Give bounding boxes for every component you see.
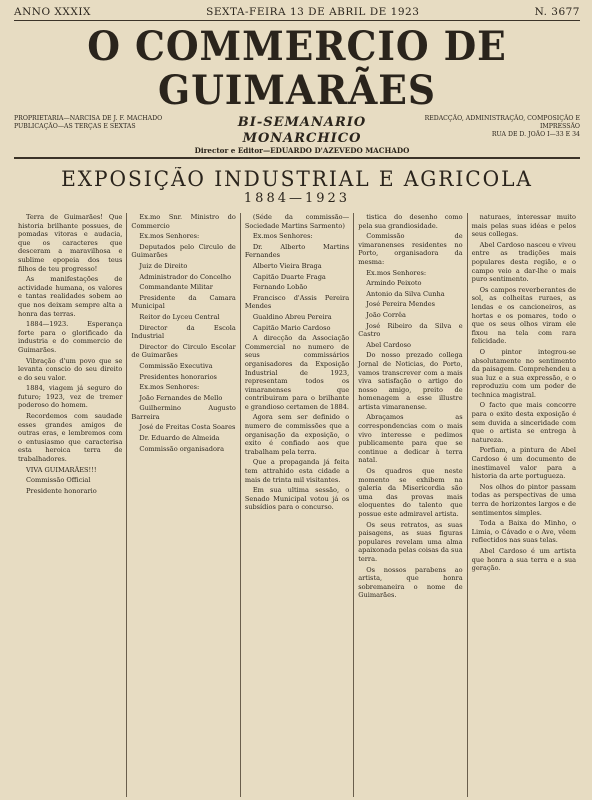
paragraph: Ex.mo Snr. Ministro do Commercio [131, 213, 236, 230]
paragraph: Em sua ultima sessão, o Senado Municipal votou já os subsídios para o concurso. [244, 486, 350, 512]
paragraph: Director da Escola Industrial [131, 323, 236, 341]
column-4 [353, 213, 466, 797]
paragraph: Abel Cardoso [366, 340, 411, 349]
paragraph: José Ribeiro da Silva e Castro [358, 321, 463, 339]
paragraph: José de Freitas Costa Soares [139, 423, 236, 432]
paragraph: Agora sem ser definido o numero de commissões que a organisação da exposição, o exito é confiado aos que trabalham pela terra. [244, 413, 350, 456]
paragraph: Presidente da Camara Municipal [131, 293, 236, 311]
paragraph: João Corrêa [366, 310, 406, 319]
paragraph: Os nossos parabens ao artista, que honra sobremaneira o nome de Guimarães. [358, 565, 463, 600]
column-3 [240, 213, 353, 797]
paragraph: Abel Cardoso é um artista que honra a sua terra e a sua geração. [471, 546, 577, 573]
paragraph: Guilhermino Augusto Barreira [131, 404, 236, 421]
paragraph: Dr. Eduardo de Almeida [139, 434, 220, 443]
masthead-title: O COMMERCIO DE GUIMARÃES [87, 23, 507, 114]
paragraph: Dr. Alberto Martins Fernandes [244, 242, 350, 260]
header-topline [14, 6, 580, 18]
owner-line: PROPRIETARIA—NARCISA DE J. F. MACHADO [14, 115, 163, 122]
paragraph: A direcção da Associação Commercial no numero de seus commissários organisadores da Exposição Industrial de 1923, representam todos os vimaranenses que contribuiram para o brilhante e grandioso certamen de 1884. [244, 334, 350, 411]
article-columns [14, 213, 580, 797]
paragraph: O pintor integrou-se absolutamente no sentimento da paisagem. Comprehendeu a sua luz e a sua expressão, e o reproduziu com um poder de technica magistral. [471, 347, 577, 399]
paragraph: Os quadros que neste momento se exhibem na galeria da Misericordia são uma das provas mais eloquentes do talento que possue este admiravel artista. [358, 467, 463, 518]
paragraph: Ex.mos Senhores: [139, 383, 200, 392]
paragraph: Vibração d'um povo que se levanta conscio do seu direito e do seu valor. [18, 356, 123, 382]
paragraph: Ex.mos Senhores: [252, 232, 313, 241]
paragraph: Director do Circulo Escolar de Guimarães [131, 342, 236, 360]
paragraph: tistica do desenho como pela sua grandiosidade. [358, 213, 463, 230]
article-title: EXPOSIÇÃO INDUSTRIAL E AGRICOLA [61, 167, 533, 191]
paragraph: Abel Cardoso nasceu e viveu entre as tradições mais populares desta região, e o campo veio a dar-lhe o mais puro sentimento. [471, 240, 577, 284]
paragraph: Commissão Official [26, 476, 91, 485]
paragraph: Fernando Lobão [252, 283, 308, 292]
paragraph: Antonio da Silva Cunha [366, 289, 445, 298]
column-2 [126, 213, 239, 797]
paragraph: Reitor do Lyceu Central [139, 312, 220, 321]
paragraph: Os campos reverberantes de sol, as colheitas ruraes, as lendas e os cancioneiros, as hortas e os pomares, todo o que os seus olhos viram ele fixou na tela com rara felicidade. [471, 285, 577, 346]
paragraph: Armindo Peixoto [366, 279, 422, 288]
top-rule [14, 20, 580, 21]
volume-year: ANNO XXXIX [14, 6, 91, 18]
paragraph: Deputados pelo Circulo de Guimarães [131, 242, 236, 260]
paragraph: Terra de Guimarães! Que historia brilhante possues, de pomadas vitoras e audacia, que os caracteres que desceram a maravilhosa e sublime epopeia dos teus filhos de teu progresso! [18, 213, 123, 273]
issue-date: SEXTA-FEIRA 13 DE ABRIL DE 1923 [206, 6, 420, 18]
paragraph: Juiz de Direito [139, 261, 188, 270]
paragraph: Presidentes honorarios [139, 372, 217, 381]
paragraph: Do nosso prezado collega Jornal de Noticias, do Porto, vamos transcrever com a mais viva satisfação o artigo do nosso amigo, preito de homenagem a esse illustre artista vimaranense. [358, 351, 463, 411]
paragraph: As manifestações de actividade humana, os valores e tantas realidades sobem ao que nos deixam sempre alta a honra das terras. [18, 275, 123, 318]
issue-number: N. 3677 [534, 6, 580, 18]
paragraph: VIVA GUIMARÃES!!! [26, 465, 97, 474]
paragraph: Ex.mos Senhores: [366, 268, 427, 277]
paragraph: Alberto Vieira Braga [252, 261, 322, 270]
paragraph: Abraçamos as correspondencias com o mais vivo interesse e pedimos publicamente para que se continue a dedicar à terra natal. [358, 413, 463, 465]
paragraph: Commissão organisadora [139, 444, 225, 453]
paragraph: (Séde da commissão—Sociedade Martins Sarmento) [244, 213, 350, 230]
paragraph: O facto que mais concorre para o exito desta exposição é sem duvida a sinceridade com que o artista se entrega à natureza. [471, 401, 577, 444]
paragraph: Administrador do Concelho [139, 272, 232, 281]
paragraph: Recordemos com saudade esses grandes amigos de outras eras, e lembremos com o entusiasmo que caracterisa esta heroica terra de trabalhadores. [18, 412, 123, 464]
paragraph: 1884—1923. Esperança forte para o glorificado da industria e do commercio de Guimarães. [18, 320, 123, 354]
paragraph: 1884, viagem já seguro do futuro; 1923, vez de tremer poderoso do homem. [18, 384, 123, 410]
article-years: 1884—1923 [243, 191, 351, 206]
masthead-rule [14, 157, 580, 159]
paragraph: Commissão de vimaranenses residentes no Porto, organisadora da mesma: [358, 232, 463, 266]
paragraph: naturaes, interessar muito mais pelas suas idéas e pelos seus collegas. [471, 213, 577, 239]
paragraph: Capitão Mario Cardoso [252, 323, 331, 332]
director-line: Director e Editor—EDUARDO D'AZEVEDO MACHADO [194, 146, 410, 155]
subhead-left [14, 115, 184, 131]
subtitle: BI-SEMANARIO MONARCHICO [237, 115, 367, 146]
paragraph: Os seus retratos, as suas paisagens, as suas figuras populares revelam uma alma apaixonada pelas coisas da sua terra. [358, 520, 463, 563]
masthead-subhead [14, 115, 580, 155]
paragraph: José Pereira Mendes [366, 300, 436, 309]
paragraph: Ex.mos Senhores: [139, 232, 200, 241]
paragraph: Francisco d'Assis Pereira Mendes [244, 293, 350, 311]
column-1 [14, 213, 126, 797]
office-line: REDACÇÃO, ADMINISTRAÇÃO, COMPOSIÇÃO E IMPRESSÃO [424, 115, 580, 130]
paragraph: Commandante Militar [139, 283, 213, 292]
column-5 [467, 213, 580, 797]
paragraph: Capitão Duarte Fraga [252, 272, 326, 281]
subhead-center [184, 115, 420, 155]
paragraph: Que a propaganda já feita tem attrahido esta cidade a mais de trinta mil visitantes. [244, 458, 350, 484]
address-line: RUA DE D. JOÃO I—33 E 34 [491, 131, 580, 138]
paragraph: Nos olhos do pintor passam todas as perspectivas de uma terra de horizontes largos e de sentimentos simples. [471, 482, 577, 517]
publication-line: PUBLICAÇÃO—AS TERÇAS E SEXTAS [14, 123, 136, 130]
paragraph: Commissão Executiva [139, 361, 213, 370]
paragraph: Porfiam, a pintura de Abel Cardoso é um documento de inestimavel valor para a historia da arte portugueza. [471, 446, 577, 481]
paragraph: João Fernandes de Mello [139, 393, 223, 402]
subhead-right [420, 115, 580, 139]
paragraph: Presidente honorario [26, 486, 97, 495]
paragraph: Gualdino Abreu Pereira [252, 312, 332, 321]
paragraph: Toda a Baixa do Minho, o Limia, o Cávado e o Ave, vêem reflectidos nas suas telas. [471, 519, 577, 545]
